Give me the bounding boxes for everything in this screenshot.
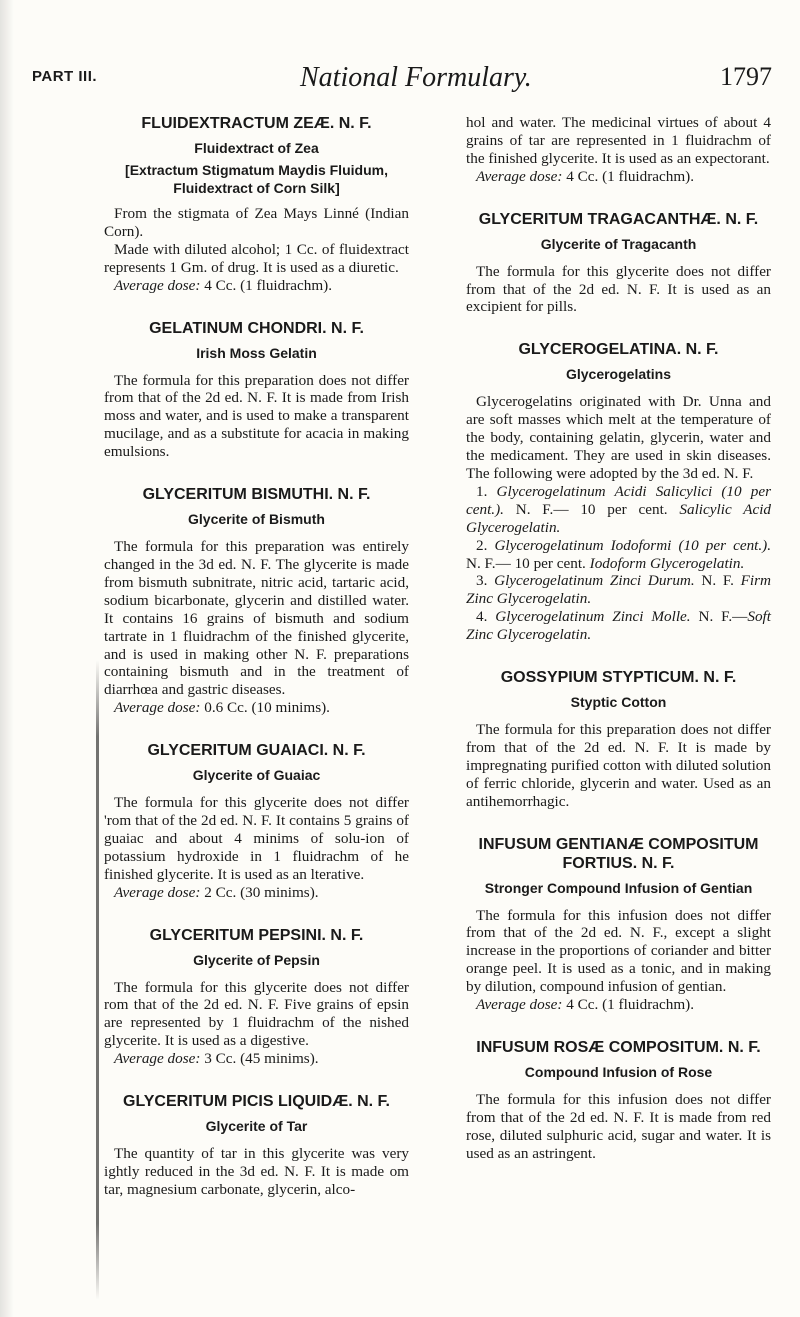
item-latin-name: Glycerogelatinum Zinci Molle. <box>495 608 691 626</box>
entry-title: GOSSYPIUM STYPTICUM. N. F. <box>500 669 737 687</box>
entry-subtitle: Fluidextract of Zea <box>194 140 319 156</box>
entry-title: INFUSUM ROSÆ COMPOSITUM. N. F. <box>476 1039 761 1056</box>
list-item <box>466 608 771 644</box>
entry-glyceritum-pepsini <box>104 926 409 1069</box>
average-dose <box>466 996 771 1014</box>
entry-paragraph: The formula for this glycerite does not differ rom that of the 2d ed. N. F. Five grains of epsin are represented by 1 fluidrachm of the nished glycerite. It is used as a digestive. <box>104 978 409 1050</box>
part-label: PART III. <box>32 68 98 85</box>
running-title: National Formulary. <box>300 62 532 93</box>
entry-fluidextractum-zeae <box>104 114 409 295</box>
dose-label: Average dose: <box>476 167 563 185</box>
entry-paragraph: hol and water. The medicinal virtues of about 4 grains of tar are represented in 1 fluidrachm of the finished glycerite. It is used as an expectorant. <box>466 114 771 167</box>
entry-paragraph: Made with diluted alcohol; 1 Cc. of fluidextract represents 1 Gm. of drug. It is used as a diuretic. <box>104 240 409 276</box>
entry-subtitle: Compound Infusion of Rose <box>524 1064 713 1080</box>
page-number: 1797 <box>720 62 772 91</box>
item-latin-name: Glycerogelatinum Iodoformi <box>494 536 672 554</box>
average-dose <box>104 1050 409 1068</box>
entry-glycerogelatina <box>466 340 771 644</box>
entry-glyceritum-guaiaci <box>104 741 409 901</box>
item-nf: N. F.— <box>466 554 511 572</box>
item-nf: N. F. <box>701 572 734 590</box>
dose-value: 4 Cc. (1 fluidrachm). <box>566 167 695 185</box>
average-dose <box>104 884 409 902</box>
list-item <box>466 483 771 537</box>
dose-value: 2 Cc. (30 minims). <box>204 883 319 901</box>
entry-paragraph: The formula for this preparation does not differ from that of the 2d ed. N. F. It is made by impregnating purified cotton with diluted solution of ferric chloride, glycerin and water. Used as an antihemorrhagic. <box>466 721 771 810</box>
entry-title: FLUIDEXTRACTUM ZEÆ. N. F. <box>141 115 372 132</box>
item-strength: (10 per cent.). <box>466 482 772 518</box>
item-latin-name: Glycerogelatinum Zinci Durum. <box>494 572 695 590</box>
entry-paragraph: The formula for this glycerite does not differ 'rom that of the 2d ed. N. F. It contains 5 grains of guaiac and about 4 minims of solu-ion of potassium hydroxide in 1 fluidrachm of he finished glycerite. It is used as an lterative. <box>104 794 409 883</box>
entry-paragraph: The formula for this infusion does not differ from that of the 2d ed. N. F. It is made from red rose, diluted sulphuric acid, sugar and water. It is used as an astringent. <box>466 1091 771 1162</box>
average-dose <box>104 277 409 295</box>
page-gutter-shadow <box>0 0 14 1317</box>
dose-label: Average dose: <box>114 883 201 901</box>
dose-label: Average dose: <box>114 699 201 717</box>
item-detail: 10 per cent. <box>580 500 668 518</box>
binding-edge <box>96 660 99 1300</box>
entry-paragraph: Glycerogelatins originated with Dr. Unna and are soft masses which melt at the temperature of the body, containing gelatin, glycerin, water and the medicament. They are used in skin diseases. The following were adopted by the 3d ed. N. F. <box>466 393 771 482</box>
dose-label: Average dose: <box>114 1050 201 1068</box>
item-nf: N. F.— <box>515 500 569 518</box>
item-detail: 10 per cent. <box>514 554 586 572</box>
item-nf: N. F.— <box>698 608 748 626</box>
item-strength: (10 per cent.). <box>678 536 772 554</box>
dose-label: Average dose: <box>476 996 563 1014</box>
entry-glyceritum-picis-liquidae-continued <box>466 114 771 186</box>
page-header <box>0 62 800 102</box>
item-english-name: Salicylic Acid Glycerogelatin. <box>466 500 772 536</box>
entry-title: GLYCERITUM TRAGACANTHÆ. N. F. <box>478 210 759 228</box>
entry-subtitle: Glycerite of Tar <box>205 1118 308 1135</box>
dose-value: 4 Cc. (1 fluidrachm). <box>204 276 333 294</box>
entry-title: GLYCERITUM PEPSINI. N. F. <box>149 926 364 944</box>
entry-subtitle: Glycerite of Tragacanth <box>540 235 697 252</box>
entry-infusum-gentianae-compositum-fortius <box>466 835 771 1014</box>
entry-glyceritum-tragacanthae <box>466 210 771 317</box>
dose-value: 4 Cc. (1 fluidrachm). <box>566 996 695 1014</box>
entry-subtitle: Stronger Compound Infusion of Gentian <box>484 879 753 896</box>
list-item <box>466 537 771 573</box>
entry-gossypium-stypticum <box>466 668 771 811</box>
entry-subtitle: Glycerite of Bismuth <box>188 511 325 528</box>
entry-subtitle: Irish Moss Gelatin <box>196 344 317 361</box>
average-dose <box>466 168 771 186</box>
item-number: 3. <box>476 572 488 590</box>
entry-subtitle: Glycerite of Guaiac <box>192 767 321 784</box>
dose-label: Average dose: <box>114 276 201 294</box>
entry-title: GLYCEROGELATINA. N. F. <box>518 341 719 359</box>
item-latin-name: Glycerogelatinum Acidi Salicylici <box>496 482 713 500</box>
entry-paragraph: The formula for this infusion does not differ from that of the 2d ed. N. F., except a slight increase in the proportions of coriander and bitter orange peel. It is used as a tonic, and in making by dilution, compound infusion of gentian. <box>466 906 771 996</box>
entry-subtitle: Styptic Cotton <box>570 694 667 711</box>
entry-glyceritum-picis-liquidae <box>104 1092 409 1199</box>
item-number: 4. <box>476 608 488 626</box>
entry-paragraph: The formula for this preparation was entirely changed in the 3d ed. N. F. The glycerite is made from bismuth subnitrate, nitric acid, tartaric acid, sodium bicarbonate, glycerin and distilled water. It contains 16 grains of bismuth and sodium tartrate in 1 fluidrachm of the finished glycerite, and is used in making other N. F. preparations containing bismuth and in the treatment of diarrhœa and gastric diseases. <box>104 538 409 699</box>
entry-gelatinum-chondri <box>104 319 409 462</box>
dose-value: 0.6 Cc. (10 minims). <box>204 699 330 717</box>
item-english-name: Iodoform Glycerogelatin. <box>589 554 745 572</box>
right-column <box>466 114 771 1187</box>
entry-paragraph: The formula for this preparation does not differ from that of the 2d ed. N. F. It is made from Irish moss and water, and is used to make a transparent mucilage, and as a substitute for acacia in making emulsions. <box>104 371 409 461</box>
entry-paragraph: From the stigmata of Zea Mays Linné (Indian Corn). <box>104 205 409 240</box>
entry-title: INFUSUM GENTIANÆ COMPOSITUM FORTIUS. N. F. <box>478 835 759 872</box>
entry-synonyms: [Extractum Stigmatum Maydis Fluidum, Fluidextract of Corn Silk] <box>125 162 388 196</box>
item-english-name: Firm Zinc Glycerogelatin. <box>466 572 772 608</box>
entry-title: GELATINUM CHONDRI. N. F. <box>149 319 364 337</box>
entry-paragraph: The quantity of tar in this glycerite was very ightly reduced in the 3d ed. N. F. It is made om tar, magnesium carbonate, glycerin, alco- <box>104 1145 409 1198</box>
item-english-name: Soft Zinc Glycerogelatin. <box>466 608 771 644</box>
entry-subtitle: Glycerogelatins <box>565 366 672 383</box>
left-column <box>104 114 409 1223</box>
entry-paragraph: The formula for this glycerite does not differ from that of the 2d ed. N. F. It is used as an excipient for pills. <box>466 262 771 316</box>
entry-title: GLYCERITUM PICIS LIQUIDÆ. N. F. <box>123 1093 390 1111</box>
item-number: 2. <box>476 536 488 554</box>
dose-value: 3 Cc. (45 minims). <box>204 1050 319 1068</box>
list-item <box>466 572 771 608</box>
entry-infusum-rosae-compositum <box>466 1038 771 1163</box>
entry-title: GLYCERITUM GUAIACI. N. F. <box>147 742 366 760</box>
entry-title: GLYCERITUM BISMUTHI. N. F. <box>142 486 371 504</box>
entry-glyceritum-bismuthi <box>104 485 409 717</box>
average-dose <box>104 699 409 717</box>
item-number: 1. <box>476 482 488 500</box>
entry-subtitle: Glycerite of Pepsin <box>193 951 320 968</box>
